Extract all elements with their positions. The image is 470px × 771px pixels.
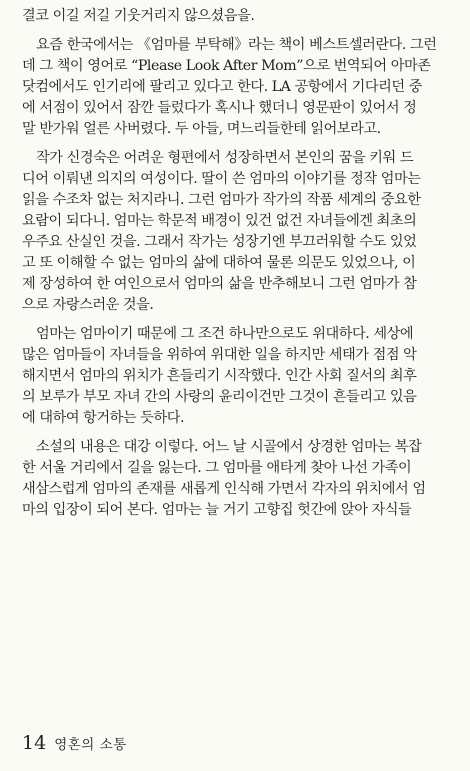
running-title: 영혼의 소통: [54, 737, 127, 753]
text-line: 결코 이길 저길 기웃거리지 않으셨음을.: [22, 8, 255, 24]
text-line: 한 서울 거리에서 길을 잃는다. 그 엄마를 애타게 찾아 나선 가족이: [22, 460, 412, 476]
text-line: 말 반가워 얼른 사버렸다. 두 아들, 며느리들한테 읽어보라고.: [22, 121, 381, 137]
text-line: 제 장성하여 한 여인으로서 엄마의 삶을 반추해보니 그런 엄마가 참: [22, 276, 417, 292]
text-line: 엄마는 엄마이기 때문에 그 조건 하나만으로도 위대하다. 세상에: [36, 326, 414, 342]
page-footer: [22, 732, 127, 754]
text-line: 닷컴에서도 인기리에 팔리고 있다고 한다. LA 공항에서 기다리던 중: [22, 79, 422, 95]
text-line: 데 그 책이 영어로 “Please Look After Mom”으로 번역되어 아마존: [22, 58, 431, 74]
text-line: 우주요 산실인 것을. 그래서 작가는 성장기엔 부끄러워할 수도 있었: [22, 234, 417, 250]
text-line: 으로 자랑스러운 것을.: [22, 297, 154, 313]
text-line: 에 서점이 있어서 잠깐 들렀다가 혹시나 했더니 영문판이 있어서 정: [22, 100, 417, 116]
text-line: 고 또 이해할 수 없는 엄마의 삶에 대하여 물론 의문도 있었으나, 이: [22, 255, 416, 271]
text-line: 의 보루가 부모 자녀 간의 사랑의 윤리이건만 그것이 흔들리고 있음: [22, 389, 417, 405]
text-line: 에 대하여 항거하는 듯하다.: [22, 410, 185, 426]
body-text: [22, 6, 452, 521]
text-line: 많은 엄마들이 자녀들을 위하여 위대한 일을 하지만 세태가 점점 악: [22, 347, 417, 363]
text-line: 소설의 내용은 대강 이렇다. 어느 날 시골에서 상경한 엄마는 복잡: [36, 439, 422, 455]
page-number: 14: [22, 732, 47, 754]
text-line: 읽을 수조차 없는 처지라니. 그런 엄마가 작가의 작품 세계의 중요한: [22, 192, 421, 208]
text-line: 작가 신경숙은 어려운 형편에서 성장하면서 본인의 꿈을 키워 드: [36, 150, 414, 166]
text-line: 마의 입장이 되어 본다. 엄마는 늘 거기 고향집 헛간에 앉아 자식들: [22, 502, 412, 518]
text-line: 디어 이뤄낸 의지의 여성이다. 딸이 쓴 엄마의 이야기를 정작 엄마는: [22, 171, 421, 187]
text-line: 해지면서 엄마의 위치가 흔들리기 시작했다. 인간 사회 질서의 최후: [22, 368, 417, 384]
text-line: 새삼스럽게 엄마의 존재를 새롭게 인식해 가면서 각자의 위치에서 엄: [22, 481, 426, 497]
text-line: 요람이 되다니. 엄마는 학문적 배경이 있건 없건 자녀들에겐 최초의: [22, 213, 417, 229]
text-line: 요즘 한국에서는 《엄마를 부탁해》라는 책이 베스트셀러란다. 그런: [36, 37, 437, 53]
